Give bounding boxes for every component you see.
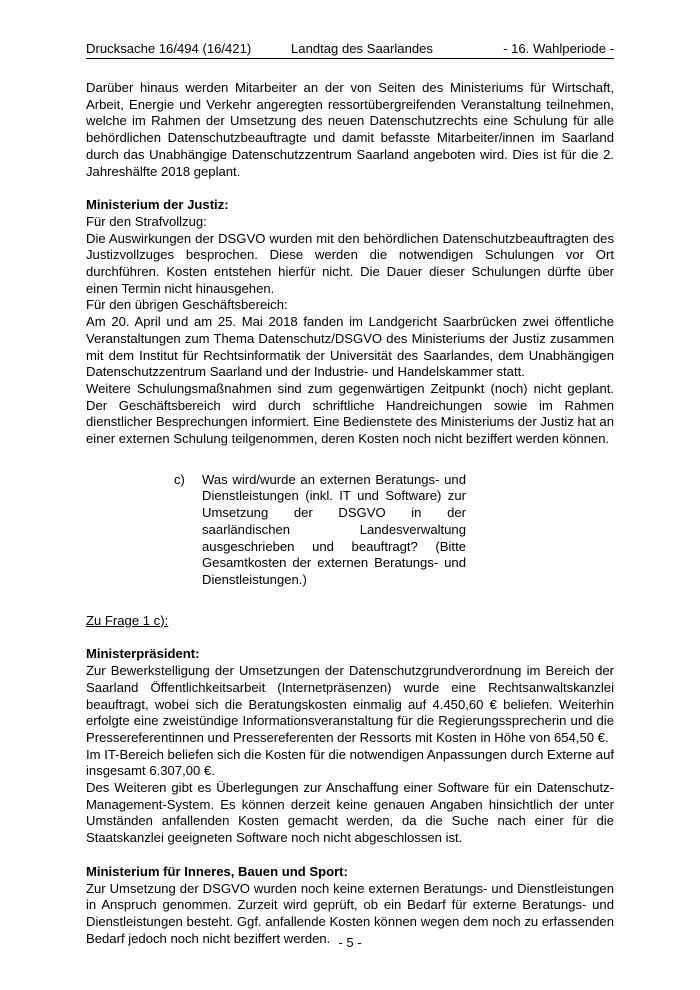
question-text: Was wird/wurde an externen Beratungs- und Dienstleistungen (inkl. IT und Software) zur Umsetzung der DSGVO in der saarländischen Landesverwaltung ausgeschrieben und beauftragt? (Bitte Gesamtkosten der externen Beratungs- und Dienstleistungen.): [202, 471, 466, 587]
justiz-subheading-geschaeftsbereich: Für den übrigen Geschäftsbereich:: [86, 297, 288, 313]
mp-paragraph-2: Im IT-Bereich beliefen sich die Kosten für die notwendigen Anpassungen durch Externe auf insgesamt 6.307,00 €.: [86, 746, 614, 779]
legislative-period: - 16. Wahlperiode -: [503, 41, 614, 56]
innen-heading: Ministerium für Inneres, Bauen und Sport:: [86, 863, 348, 879]
intro-paragraph: Darüber hinaus werden Mitarbeiter an der von Seiten des Ministeriums für Wirtschaft, Arbeit, Energie und Verkehr angeregten ressortübergreifenden Veranstaltung teilnehmen, welche im Rahmen der Umsetzung des neuen Datenschutzrechts eine Schulung für alle behördlichen Datenschutzbeauftragte und damit befasste Mitarbeiter/innen im Saarland durch das Unabhängige Datenschutzzentrum Saarland angeboten wird. Dies ist für die 2. Jahreshälfte 2018 geplant.: [86, 80, 614, 179]
parliament-name: Landtag des Saarlandes: [291, 41, 433, 56]
question-block: [174, 472, 466, 589]
document-body: [86, 80, 614, 947]
mp-heading: Ministerpräsident:: [86, 646, 200, 662]
justiz-paragraph-1: Die Auswirkungen der DSGVO wurden mit den behördlichen Datenschutzbeauftragten des Justizvollzuges besprochen. Diese werden die notwendigen Schulungen vor Ort durchführen. Kosten entstehen hierfür nicht. Die Dauer dieser Schulungen dürfte über einen Termin nicht hinausgehen.: [86, 230, 614, 296]
page-header: [86, 40, 614, 59]
document-number: Drucksache 16/494 (16/421): [86, 41, 252, 56]
justiz-subheading-strafvollzug: Für den Strafvollzug:: [86, 213, 207, 229]
justiz-heading: Ministerium der Justiz:: [86, 197, 229, 213]
page-number: - 5 -: [338, 935, 362, 950]
answer-heading: Zu Frage 1 c):: [86, 612, 169, 628]
justiz-paragraph-2: Am 20. April und am 25. Mai 2018 fanden im Landgericht Saarbrücken zwei öffentliche Veranstaltungen zum Thema Datenschutz/DSGVO des Ministeriums der Justiz zusammen mit dem Institut für Rechtsinformatik der Universität des Saarlandes, dem Unabhängigen Datenschutzzentrum Saarland und der Industrie- und Handelskammer statt.: [86, 314, 614, 380]
justiz-paragraph-3: Weitere Schulungsmaßnahmen sind zum gegenwärtigen Zeitpunkt (noch) nicht geplant. Der Geschäftsbereich wird durch schriftliche Handreichungen sowie im Rahmen dienstlicher Besprechungen informiert. Eine Bedienstete des Ministeriums der Justiz hat an einer externen Schulung teilgenommen, deren Kosten noch nicht beziffert werden können.: [86, 380, 614, 447]
innen-paragraph-1: Zur Umsetzung der DSGVO wurden noch keine externen Beratungs- und Dienstleistungen in Anspruch genommen. Zurzeit wird geprüft, ob ein Bedarf für externe Beratungs- und Dienstleistungen besteht. Ggf. anfallende Kosten können wegen dem noch zu erfassenden Bedarf jedoch noch nicht beziffert werden.: [86, 880, 614, 946]
mp-paragraph-3: Des Weiteren gibt es Überlegungen zur Anschaffung einer Software für ein Datenschutz-Management-System. Es können derzeit keine genauen Angaben hinsichtlich der unter Umständen anfallenden Kosten gemacht werden, da die Suche nach einer für die Staatskanzlei geeigneten Software noch nicht abgeschlossen ist.: [86, 780, 614, 846]
question-label: c): [174, 471, 185, 487]
mp-paragraph-1: Zur Bewerkstelligung der Umsetzungen der Datenschutzgrundverordnung im Bereich der Saarland Öffentlichkeitsarbeit (Internetpräsenzen) wurde eine Rechtsanwaltskanzlei beauftragt, wobei sich die Beratungskosten einmalig auf 4.450,60 € beliefen. Weiterhin erfolgte eine zweistündige Informationsveranstaltung für die Regierungssprecherin und die Pressereferentinnen und Pressereferenten der Ressorts mit Kosten in Höhe von 654,50 €.: [86, 663, 614, 745]
